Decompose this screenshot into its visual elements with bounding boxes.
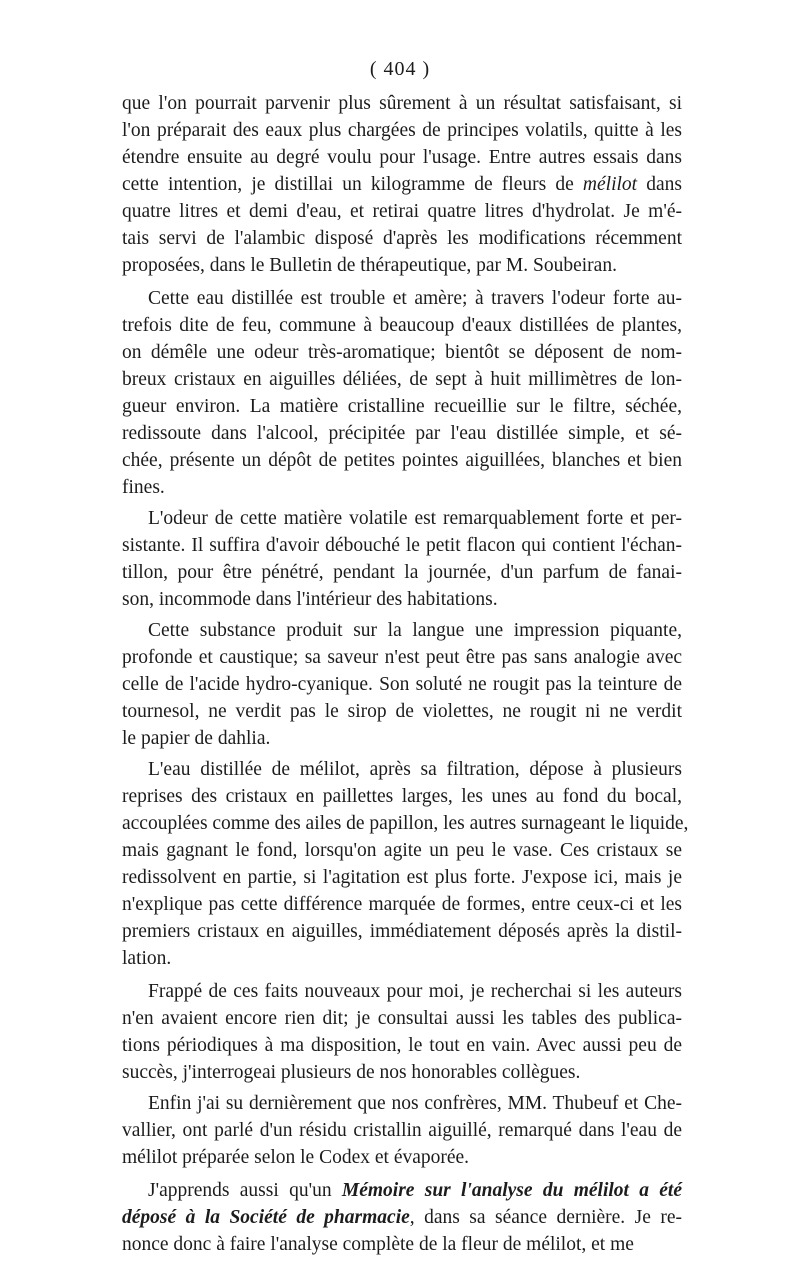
text-run: proposées, dans le Bulletin de thérapeutique, par M. Soubeiran. — [122, 255, 617, 276]
text-line — [122, 725, 682, 752]
text-run: n'en avaient encore rien dit; je consultai aussi les tables des publica- — [122, 1008, 682, 1029]
text-line — [122, 144, 682, 171]
text-run: L'odeur de cette matière volatile est remarquablement forte et per- — [148, 508, 682, 529]
page-number: ( 404 ) — [369, 58, 431, 80]
text-line — [122, 285, 682, 312]
text-run: , dans sa séance dernière. Je re- — [409, 1207, 682, 1228]
text-run: quatre litres et demi d'eau, et retirai quatre litres d'hydrolat. Je m'é- — [122, 201, 682, 222]
text-run: nonce donc à faire l'analyse complète de la fleur de mélilot, et me — [122, 1234, 634, 1255]
text-run: l'on préparait des eaux plus chargées de principes volatils, quitte à les — [122, 120, 682, 141]
text-line — [122, 312, 682, 339]
text-line — [122, 532, 682, 559]
text-run: Frappé de ces faits nouveaux pour moi, je recherchai si les auteurs — [148, 981, 682, 1002]
text-run: son, incommode dans l'intérieur des habitations. — [122, 589, 498, 610]
text-line — [122, 1204, 682, 1231]
text-line — [122, 1177, 682, 1204]
text-run: mais gagnant le fond, lorsqu'on agite un peu le vase. Ces cristaux se — [122, 840, 682, 861]
text-line — [122, 756, 682, 783]
text-run: celle de l'acide hydro-cyanique. Son soluté ne rougit pas la teinture de — [122, 674, 682, 695]
text-line — [122, 837, 682, 864]
text-line — [122, 1144, 682, 1171]
text-line — [122, 393, 682, 420]
text-run: étendre ensuite au degré voulu pour l'usage. Entre autres essais dans — [122, 147, 682, 168]
text-run: breux cristaux en aiguilles déliées, de sept à huit millimètres de lon- — [122, 369, 682, 390]
text-line — [122, 586, 682, 613]
paragraph — [122, 1177, 682, 1258]
paragraph — [122, 505, 682, 613]
emphasis-text: mélilot — [582, 174, 638, 195]
text-run: chée, présente un dépôt de petites pointes aiguillées, blanches et bien — [122, 450, 682, 471]
text-run: le papier de dahlia. — [122, 728, 271, 749]
text-run: fines. — [122, 477, 165, 498]
text-line — [122, 252, 682, 279]
text-line — [122, 1005, 682, 1032]
emphasis-text: Mémoire sur l'analyse du mélilot a été — [341, 1180, 682, 1201]
text-line — [122, 644, 682, 671]
text-run: J'apprends aussi qu'un — [148, 1180, 342, 1201]
text-run: tions périodiques à ma disposition, le tout en vain. Avec aussi peu de — [122, 1035, 682, 1056]
text-line — [122, 1090, 682, 1117]
text-run: n'explique pas cette différence marquée de formes, entre ceux-ci et les — [122, 894, 682, 915]
text-line — [122, 90, 682, 117]
text-run: tais servi de l'alambic disposé d'après les modifications récemment — [122, 228, 682, 249]
text-run: trefois dite de feu, commune à beaucoup d'eaux distillées de plantes, — [122, 315, 682, 336]
text-run: que l'on pourrait parvenir plus sûrement à un résultat satisfaisant, si — [122, 93, 682, 114]
text-run: reprises des cristaux en paillettes larges, les unes au fond du bocal, — [122, 786, 682, 807]
text-run: on démêle une odeur très-aromatique; bientôt se déposent de nom- — [122, 342, 682, 363]
text-line — [122, 918, 682, 945]
text-run: Cette eau distillée est trouble et amère; à travers l'odeur forte au- — [148, 288, 682, 309]
text-line — [122, 474, 682, 501]
text-line — [122, 505, 682, 532]
paragraph — [122, 617, 682, 752]
text-run: L'eau distillée de mélilot, après sa filtration, dépose à plusieurs — [148, 759, 682, 780]
emphasis-text: déposé à la Société de pharmacie — [122, 1207, 410, 1228]
text-line — [122, 945, 682, 972]
text-line — [122, 1032, 682, 1059]
paragraph — [122, 90, 682, 279]
text-line — [122, 117, 682, 144]
paragraph — [122, 1090, 682, 1171]
text-run: redissoute dans l'alcool, précipitée par l'eau distillée simple, et sé- — [122, 423, 682, 444]
text-run: lation. — [122, 948, 172, 969]
text-line — [122, 1059, 682, 1086]
text-line — [122, 698, 682, 725]
text-run: premiers cristaux en aiguilles, immédiatement déposés après la distil- — [122, 921, 682, 942]
text-line — [122, 171, 682, 198]
text-run: dans — [637, 174, 682, 195]
paragraph — [122, 978, 682, 1086]
text-run: cette intention, je distillai un kilogramme de fleurs de — [122, 174, 583, 195]
text-line — [122, 671, 682, 698]
text-line — [122, 198, 682, 225]
text-line — [122, 617, 682, 644]
text-run: succès, j'interrogeai plusieurs de nos honorables collègues. — [122, 1062, 581, 1083]
text-line — [122, 366, 682, 393]
text-line — [122, 1117, 682, 1144]
text-run: tournesol, ne verdit pas le sirop de violettes, ne rougit ni ne verdit — [122, 701, 682, 722]
text-run: profonde et caustique; sa saveur n'est peut être pas sans analogie avec — [122, 647, 682, 668]
text-line — [122, 810, 689, 837]
text-line — [122, 891, 682, 918]
text-run: Enfin j'ai su dernièrement que nos confrères, MM. Thubeuf et Che- — [148, 1093, 682, 1114]
text-run: tillon, pour être pénétré, pendant la journée, d'un parfum de fanai- — [122, 562, 682, 583]
text-line — [122, 339, 682, 366]
text-run: sistante. Il suffira d'avoir débouché le petit flacon qui contient l'échan- — [122, 535, 682, 556]
text-line — [122, 978, 682, 1005]
paragraph — [122, 756, 689, 972]
text-line — [122, 864, 682, 891]
text-line — [122, 420, 682, 447]
text-run: redissolvent en partie, si l'agitation est plus forte. J'expose ici, mais je — [122, 867, 682, 888]
text-run: Cette substance produit sur la langue une impression piquante, — [148, 620, 682, 641]
text-run: gueur environ. La matière cristalline recueillie sur le filtre, séchée, — [122, 396, 682, 417]
text-line — [122, 559, 682, 586]
text-run: vallier, ont parlé d'un résidu cristallin aiguillé, remarqué dans l'eau de — [122, 1120, 682, 1141]
text-line — [122, 225, 682, 252]
text-run: mélilot préparée selon le Codex et évaporée. — [122, 1147, 470, 1168]
text-line — [122, 447, 682, 474]
text-run: accouplées comme des ailes de papillon, les autres surnageant le liquide, — [122, 813, 689, 834]
paragraph — [122, 285, 682, 501]
text-line — [122, 783, 682, 810]
body-text — [122, 90, 689, 1258]
text-line — [122, 1231, 682, 1258]
